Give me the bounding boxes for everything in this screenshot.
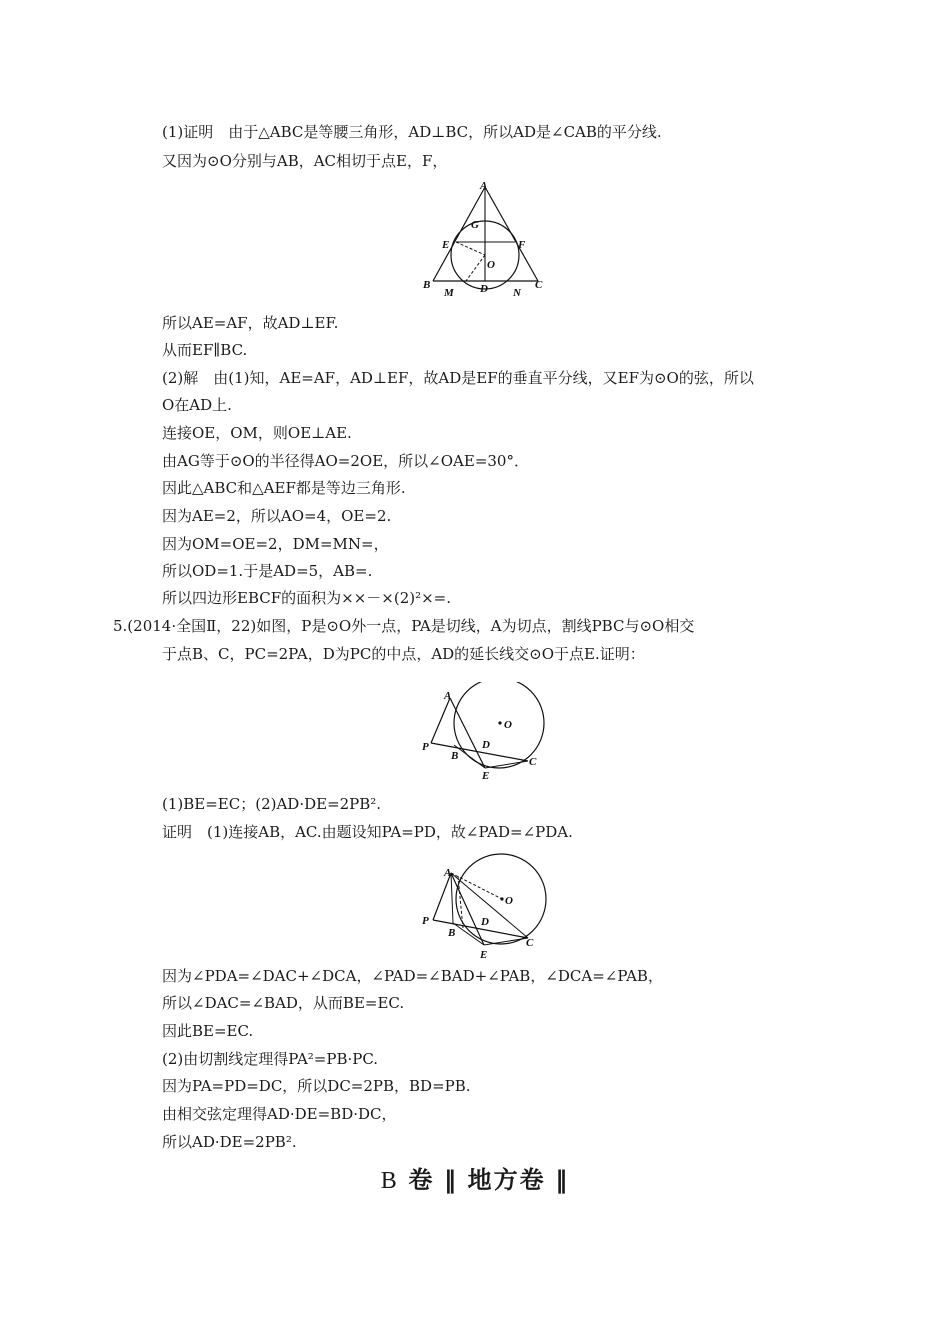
point-label-N: N: [513, 287, 521, 299]
figure-circle-secant: [418, 682, 553, 784]
text-line: (1)证明 由于△ABC是等腰三角形，AD⊥BC，所以AD是∠CAB的平分线.: [162, 123, 662, 141]
point-label-B: B: [448, 927, 456, 939]
text-line: 连接OE，OM，则OE⊥AE.: [162, 424, 352, 442]
point-label-P: P: [422, 741, 429, 753]
text-line: 因为∠PDA=∠DAC+∠DCA，∠PAD=∠BAD+∠PAB，∠DCA=∠PAB，: [162, 967, 663, 985]
point-label-A: A: [480, 180, 488, 192]
figure-triangle-circle: [420, 178, 550, 300]
point-label-C: C: [526, 937, 534, 949]
point-label-A: A: [444, 867, 452, 879]
point-label-O: O: [504, 719, 512, 731]
text-line: 证明 (1)连接AB，AC.由题设知PA=PD，故∠PAD=∠PDA.: [162, 823, 573, 841]
point-label-B: B: [423, 279, 431, 291]
text-line: (1)BE=EC；(2)AD·DE=2PB².: [162, 795, 382, 813]
point-label-E: E: [442, 239, 450, 251]
section-title-part2: 地方卷: [467, 1166, 546, 1194]
text-line: 从而EF∥BC.: [162, 341, 248, 359]
point-label-M: M: [444, 287, 454, 299]
figure-circle-secant-connected: [418, 850, 553, 962]
text-line: 所以∠DAC=∠BAD，从而BE=EC.: [162, 994, 405, 1012]
point-label-E: E: [480, 949, 488, 961]
section-heading: [0, 1164, 950, 1197]
text-line: 于点B、C，PC=2PA，D为PC的中点，AD的延长线交⊙O于点E.证明：: [162, 645, 645, 663]
text-line: 所以OD=1.于是AD=5，AB=.: [162, 562, 373, 580]
text-line: 因为AE=2，所以AO=4，OE=2.: [162, 507, 392, 525]
text-line: 因为OM=OE=2，DM=MN=，: [162, 535, 389, 553]
section-letter: B: [380, 1168, 399, 1194]
text-line: O在AD上.: [162, 396, 232, 414]
point-label-O: O: [505, 895, 513, 907]
text-line: (2)解 由(1)知，AE=AF，AD⊥EF，故AD是EF的垂直平分线，又EF为⊙O的弦，所以: [162, 369, 754, 387]
point-label-B: B: [451, 750, 459, 762]
text-line: 由相交弦定理得AD·DE=BD·DC，: [162, 1105, 397, 1123]
point-label-C: C: [529, 756, 537, 768]
section-separator: ‖: [555, 1166, 570, 1194]
section-title-part1: 卷: [408, 1166, 435, 1194]
text-line: 因为PA=PD=DC，所以DC=2PB，BD=PB.: [162, 1077, 471, 1095]
text-line: (2)由切割线定理得PA²=PB·PC.: [162, 1050, 379, 1068]
section-separator: ‖: [444, 1166, 458, 1194]
point-label-D: D: [481, 916, 489, 928]
text-line: 因此△ABC和△AEF都是等边三角形.: [162, 479, 406, 497]
point-label-P: P: [422, 915, 429, 927]
question-line: 5.(2014·全国Ⅱ，22)如图，P是⊙O外一点，PA是切线，A为切点，割线PBC与⊙O相交: [113, 617, 695, 635]
point-label-C: C: [535, 279, 543, 291]
text-line: 又因为⊙O分别与AB，AC相切于点E，F，: [162, 152, 448, 170]
text-line: 因此BE=EC.: [162, 1022, 254, 1040]
point-label-G: G: [471, 219, 479, 231]
point-label-A: A: [444, 690, 452, 702]
text-line: 由AG等于⊙O的半径得AO=2OE，所以∠OAE=30°．: [162, 452, 529, 470]
point-label-D: D: [482, 739, 490, 751]
point-label-O: O: [487, 259, 495, 271]
point-label-E: E: [482, 770, 490, 782]
text-line: 所以四边形EBCF的面积为××－×(2)²×=.: [162, 589, 452, 607]
text-line: 所以AE=AF，故AD⊥EF.: [162, 314, 339, 332]
text-line: 所以AD·DE=2PB².: [162, 1133, 297, 1151]
point-label-F: F: [518, 239, 526, 251]
point-label-D: D: [480, 283, 488, 295]
